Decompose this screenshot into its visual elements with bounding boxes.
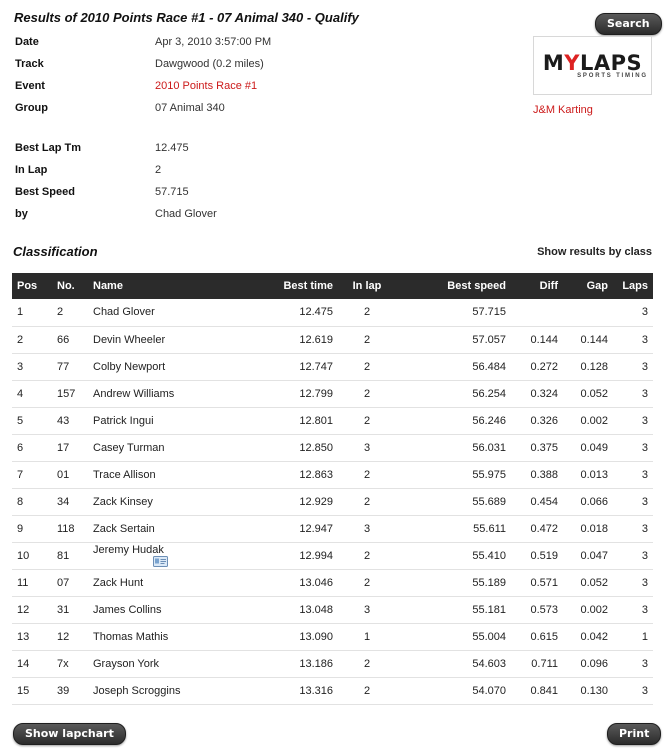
- diff-cell: 0.711: [511, 650, 563, 677]
- print-button[interactable]: Print: [607, 723, 661, 745]
- best-time-cell: 12.994: [238, 542, 338, 569]
- info-value: Chad Glover: [155, 208, 217, 220]
- driver-name[interactable]: Zack Sertain: [93, 522, 155, 535]
- best-time-cell: 12.863: [238, 461, 338, 488]
- driver-name-cell[interactable]: [88, 569, 238, 596]
- best-time-cell: 13.186: [238, 650, 338, 677]
- pos-cell: 8: [12, 488, 52, 515]
- in-lap-cell: 3: [338, 596, 396, 623]
- in-lap-cell: 3: [338, 434, 396, 461]
- table-row: [12, 353, 653, 380]
- driver-name[interactable]: Trace Allison: [93, 468, 156, 481]
- column-header-laps[interactable]: Laps: [613, 273, 653, 299]
- event-link[interactable]: 2010 Points Race #1: [155, 80, 258, 92]
- diff-cell: 0.388: [511, 461, 563, 488]
- driver-name-cell[interactable]: [88, 542, 238, 569]
- best-info-row: [15, 181, 315, 203]
- best-info-row: [15, 159, 315, 181]
- gap-cell: 0.096: [563, 650, 613, 677]
- number-cell: 12: [52, 623, 88, 650]
- event-info-date: [15, 31, 315, 53]
- best-speed-cell: 54.070: [396, 677, 511, 704]
- table-row: [12, 407, 653, 434]
- table-row: [12, 461, 653, 488]
- gap-cell: 0.052: [563, 380, 613, 407]
- diff-cell: 0.454: [511, 488, 563, 515]
- team-link[interactable]: J&M Karting: [533, 104, 593, 116]
- gap-cell: 0.066: [563, 488, 613, 515]
- best-speed-cell: 56.254: [396, 380, 511, 407]
- number-cell: 157: [52, 380, 88, 407]
- table-row: [12, 569, 653, 596]
- driver-name[interactable]: Zack Kinsey: [93, 495, 153, 508]
- driver-card-icon[interactable]: [153, 556, 168, 567]
- info-label: In Lap: [15, 164, 48, 176]
- column-header-gap[interactable]: Gap: [563, 273, 613, 299]
- event-info-track: [15, 53, 315, 75]
- best-info-row: [15, 137, 315, 159]
- number-cell: 34: [52, 488, 88, 515]
- best-speed-cell: 56.246: [396, 407, 511, 434]
- info-label: Event: [15, 80, 45, 92]
- best-speed-cell: 57.715: [396, 299, 511, 326]
- logo-tagline: SPORTS TIMING: [577, 73, 648, 79]
- laps-cell: 3: [613, 488, 653, 515]
- pos-cell: 6: [12, 434, 52, 461]
- pos-cell: 2: [12, 326, 52, 353]
- in-lap-cell: 3: [338, 515, 396, 542]
- info-label: by: [15, 208, 28, 220]
- pos-cell: 11: [12, 569, 52, 596]
- column-header-pos[interactable]: Pos: [12, 273, 52, 299]
- table-row: [12, 542, 653, 569]
- logo-wordmark: MYLAPS: [542, 51, 643, 75]
- gap-cell: 0.042: [563, 623, 613, 650]
- driver-name[interactable]: Jeremy Hudak: [93, 543, 164, 556]
- show-lapchart-button[interactable]: Show lapchart: [13, 723, 126, 745]
- laps-cell: 3: [613, 461, 653, 488]
- gap-cell: 0.047: [563, 542, 613, 569]
- best-time-cell: 13.046: [238, 569, 338, 596]
- info-label: Group: [15, 102, 48, 114]
- number-cell: 39: [52, 677, 88, 704]
- pos-cell: 14: [12, 650, 52, 677]
- best-time-cell: 13.090: [238, 623, 338, 650]
- pos-cell: 3: [12, 353, 52, 380]
- info-value: Apr 3, 2010 3:57:00 PM: [155, 36, 272, 48]
- diff-cell: 0.375: [511, 434, 563, 461]
- classification-title: Classification: [13, 244, 98, 259]
- info-value: 07 Animal 340: [155, 102, 225, 114]
- pos-cell: 5: [12, 407, 52, 434]
- best-speed-cell: 57.057: [396, 326, 511, 353]
- pos-cell: 13: [12, 623, 52, 650]
- laps-cell: 3: [613, 650, 653, 677]
- driver-name-cell[interactable]: [88, 677, 238, 704]
- table-row: [12, 650, 653, 677]
- number-cell: 66: [52, 326, 88, 353]
- gap-cell: 0.002: [563, 596, 613, 623]
- pos-cell: 4: [12, 380, 52, 407]
- table-row: [12, 434, 653, 461]
- table-row: [12, 515, 653, 542]
- laps-cell: 3: [613, 542, 653, 569]
- laps-cell: 1: [613, 623, 653, 650]
- diff-cell: 0.615: [511, 623, 563, 650]
- best-lap-info: [15, 137, 315, 225]
- best-speed-cell: 56.031: [396, 434, 511, 461]
- table-header-row: [12, 273, 653, 299]
- best-time-cell: 12.801: [238, 407, 338, 434]
- info-value: 57.715: [155, 186, 189, 198]
- laps-cell: 3: [613, 515, 653, 542]
- diff-cell: 0.324: [511, 380, 563, 407]
- driver-name-cell[interactable]: [88, 515, 238, 542]
- laps-cell: 3: [613, 299, 653, 326]
- column-header-diff[interactable]: Diff: [511, 273, 563, 299]
- best-speed-cell: 55.189: [396, 569, 511, 596]
- in-lap-cell: 2: [338, 407, 396, 434]
- best-time-cell: 13.048: [238, 596, 338, 623]
- diff-cell: 0.573: [511, 596, 563, 623]
- diff-cell: 0.472: [511, 515, 563, 542]
- driver-name-cell[interactable]: [88, 299, 238, 326]
- in-lap-cell: 2: [338, 677, 396, 704]
- results-table: [12, 273, 653, 705]
- event-info-group: [15, 97, 315, 119]
- event-info-event: [15, 75, 315, 97]
- search-button[interactable]: Search: [595, 13, 662, 35]
- number-cell: 17: [52, 434, 88, 461]
- in-lap-cell: 2: [338, 542, 396, 569]
- best-time-cell: 12.947: [238, 515, 338, 542]
- info-label: Best Speed: [15, 186, 75, 198]
- best-speed-cell: 56.484: [396, 353, 511, 380]
- laps-cell: 3: [613, 596, 653, 623]
- pos-cell: 15: [12, 677, 52, 704]
- number-cell: 2: [52, 299, 88, 326]
- driver-name-cell[interactable]: [88, 623, 238, 650]
- laps-cell: 3: [613, 353, 653, 380]
- info-label: Best Lap Tm: [15, 142, 82, 154]
- in-lap-cell: 2: [338, 488, 396, 515]
- driver-name[interactable]: Colby Newport: [93, 360, 166, 373]
- in-lap-cell: 2: [338, 569, 396, 596]
- best-speed-cell: 55.975: [396, 461, 511, 488]
- best-time-cell: 12.850: [238, 434, 338, 461]
- gap-cell: 0.130: [563, 677, 613, 704]
- table-row: [12, 380, 653, 407]
- pos-cell: 10: [12, 542, 52, 569]
- driver-name[interactable]: Joseph Scroggins: [93, 684, 181, 697]
- table-row: [12, 623, 653, 650]
- driver-name[interactable]: Grayson York: [93, 657, 160, 670]
- best-speed-cell: 54.603: [396, 650, 511, 677]
- info-value: Dawgwood (0.2 miles): [155, 58, 264, 70]
- number-cell: 7x: [52, 650, 88, 677]
- laps-cell: 3: [613, 569, 653, 596]
- gap-cell: 0.052: [563, 569, 613, 596]
- driver-name-cell[interactable]: [88, 596, 238, 623]
- info-value: 2: [155, 164, 162, 176]
- in-lap-cell: 2: [338, 380, 396, 407]
- column-header-best-speed[interactable]: Best speed: [396, 273, 511, 299]
- column-header-no[interactable]: No.: [52, 273, 88, 299]
- best-speed-cell: 55.611: [396, 515, 511, 542]
- driver-name[interactable]: Patrick Ingui: [93, 414, 154, 427]
- in-lap-cell: 2: [338, 299, 396, 326]
- laps-cell: 3: [613, 380, 653, 407]
- best-time-cell: 12.747: [238, 353, 338, 380]
- column-header-in-lap[interactable]: In lap: [338, 273, 396, 299]
- number-cell: 77: [52, 353, 88, 380]
- gap-cell: 0.002: [563, 407, 613, 434]
- driver-name-cell[interactable]: [88, 488, 238, 515]
- column-header-best-time[interactable]: Best time: [238, 273, 338, 299]
- driver-name-cell[interactable]: [88, 461, 238, 488]
- number-cell: 43: [52, 407, 88, 434]
- gap-cell: 0.049: [563, 434, 613, 461]
- driver-name[interactable]: Devin Wheeler: [93, 333, 166, 346]
- column-header-name[interactable]: Name: [88, 273, 238, 299]
- gap-cell: 0.013: [563, 461, 613, 488]
- best-speed-cell: 55.410: [396, 542, 511, 569]
- driver-name[interactable]: Chad Glover: [93, 306, 155, 319]
- diff-cell: 0.519: [511, 542, 563, 569]
- driver-name[interactable]: Thomas Mathis: [93, 630, 169, 643]
- info-label: Date: [15, 36, 39, 48]
- number-cell: 01: [52, 461, 88, 488]
- in-lap-cell: 2: [338, 353, 396, 380]
- table-row: [12, 299, 653, 326]
- in-lap-cell: 2: [338, 650, 396, 677]
- diff-cell: 0.144: [511, 326, 563, 353]
- driver-name[interactable]: Andrew Williams: [93, 387, 175, 400]
- laps-cell: 3: [613, 407, 653, 434]
- best-info-row: [15, 203, 315, 225]
- diff-cell: [511, 299, 563, 326]
- best-time-cell: 12.475: [238, 299, 338, 326]
- best-speed-cell: 55.689: [396, 488, 511, 515]
- info-value: 12.475: [155, 142, 189, 154]
- page-title: Results of 2010 Points Race #1 - 07 Animal 340 - Qualify: [14, 10, 359, 25]
- diff-cell: 0.571: [511, 569, 563, 596]
- gap-cell: 0.018: [563, 515, 613, 542]
- pos-cell: 7: [12, 461, 52, 488]
- best-time-cell: 13.316: [238, 677, 338, 704]
- pos-cell: 1: [12, 299, 52, 326]
- info-label: Track: [15, 58, 44, 70]
- best-time-cell: 12.929: [238, 488, 338, 515]
- table-row: [12, 677, 653, 704]
- diff-cell: 0.272: [511, 353, 563, 380]
- table-row: [12, 596, 653, 623]
- number-cell: 81: [52, 542, 88, 569]
- table-row: [12, 326, 653, 353]
- gap-cell: 0.144: [563, 326, 613, 353]
- driver-name[interactable]: Zack Hunt: [93, 576, 144, 589]
- best-speed-cell: 55.181: [396, 596, 511, 623]
- gap-cell: 0.128: [563, 353, 613, 380]
- number-cell: 07: [52, 569, 88, 596]
- pos-cell: 9: [12, 515, 52, 542]
- driver-name[interactable]: James Collins: [93, 603, 162, 616]
- driver-name-cell[interactable]: [88, 380, 238, 407]
- diff-cell: 0.841: [511, 677, 563, 704]
- laps-cell: 3: [613, 326, 653, 353]
- in-lap-cell: 2: [338, 461, 396, 488]
- number-cell: 118: [52, 515, 88, 542]
- driver-name-cell[interactable]: [88, 650, 238, 677]
- driver-name-cell[interactable]: [88, 407, 238, 434]
- number-cell: 31: [52, 596, 88, 623]
- diff-cell: 0.326: [511, 407, 563, 434]
- laps-cell: 3: [613, 677, 653, 704]
- mylaps-logo: [533, 36, 652, 95]
- pos-cell: 12: [12, 596, 52, 623]
- driver-name[interactable]: Casey Turman: [93, 441, 165, 454]
- in-lap-cell: 1: [338, 623, 396, 650]
- event-info: [15, 31, 315, 119]
- in-lap-cell: 2: [338, 326, 396, 353]
- table-row: [12, 488, 653, 515]
- gap-cell: [563, 299, 613, 326]
- laps-cell: 3: [613, 434, 653, 461]
- show-results-by-class-link[interactable]: Show results by class: [537, 246, 652, 258]
- best-time-cell: 12.799: [238, 380, 338, 407]
- driver-name-cell[interactable]: [88, 353, 238, 380]
- driver-name-cell[interactable]: [88, 326, 238, 353]
- best-speed-cell: 55.004: [396, 623, 511, 650]
- best-time-cell: 12.619: [238, 326, 338, 353]
- driver-name-cell[interactable]: [88, 434, 238, 461]
